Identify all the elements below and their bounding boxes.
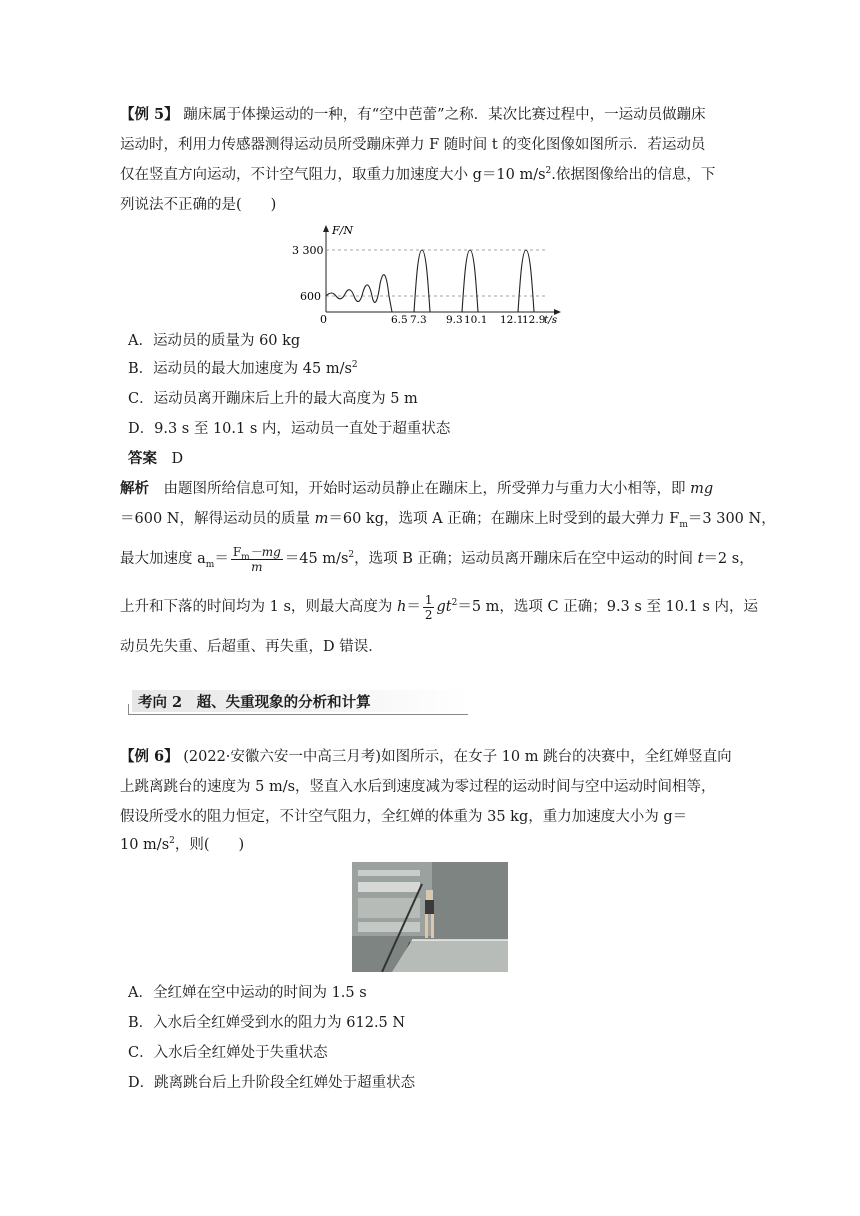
- example5-option-d: D．9.3 s 至 10.1 s 内，运动员一直处于超重状态: [128, 421, 451, 437]
- fraction-acceleration: $\frac{F_m-mg}{m}$: [232, 544, 281, 574]
- example6-line1: 【例 6】 (2022·安徽六安一中高三月考)如图所示，在女子 10 m 跳台的决赛中，全红婵竖直向: [120, 748, 732, 765]
- force-time-chart: [288, 222, 568, 326]
- xlabel: t/s: [544, 314, 558, 326]
- xtick-12.1: 12.1: [500, 314, 524, 326]
- answer-label: 答案: [128, 450, 157, 467]
- example5-line1: 【例 5】 蹦床属于体操运动的一种，有“空中芭蕾”之称．某次比赛过程中，一运动员做蹦床: [120, 106, 706, 123]
- example6-option-a: A．全红婵在空中运动的时间为 1.5 s: [128, 985, 367, 1001]
- analysis-line5: 动员先失重、后超重、再失重，D 错误．: [120, 639, 383, 655]
- section-heading: [128, 690, 468, 716]
- section-title: 考向 2 超、失重现象的分析和计算: [138, 694, 371, 711]
- analysis-line3: 最大加速度 $a_m=$ $\frac{F_m-mg}{m}$ ＝45 $m/s^2$，选项 B 正确；运动员离开蹦床后在空中运动的时间 t＝2 s，: [120, 544, 754, 574]
- xtick-origin: 0: [320, 313, 327, 326]
- analysis-label: 解析: [120, 480, 149, 497]
- example6-tag: 【例 6】: [120, 748, 179, 765]
- example5-option-c: C．运动员离开蹦床后上升的最大高度为 5 m: [128, 391, 418, 407]
- ylabel: F/N: [332, 224, 353, 237]
- xtick-9.3: 9.3: [446, 314, 463, 326]
- example6-line2: 上跳离跳台的速度为 5 m/s，竖直入水后到速度减为零过程的运动时间与空中运动时间相等，: [120, 779, 716, 795]
- example6-line4: 10 $m/s^2$，则( ): [120, 836, 245, 853]
- analysis-line1: 解析 由题图所给信息可知，开始时运动员静止在蹦床上，所受弹力与重力大小相等，即 mg: [120, 480, 714, 497]
- example5-tag: 【例 5】: [120, 106, 179, 123]
- answer-line: [128, 448, 183, 470]
- example5-option-b: B．运动员的最大加速度为 45 $m/s^2$: [128, 360, 358, 377]
- example5-option-a: A．运动员的质量为 60 kg: [128, 333, 301, 349]
- analysis-line4: 上升和下落的时间均为 1 s，则最大高度为 h＝ $\frac{1}{2}$ $gt^2=5$ m，选项 C 正确；9.3 s 至 10.1 s 内，运: [120, 592, 758, 622]
- example5-line4: 列说法不正确的是( ): [120, 197, 277, 213]
- diving-platform-photo: [352, 862, 508, 972]
- xtick-12.9: 12.9: [522, 314, 546, 326]
- xtick-6.5: 6.5: [391, 314, 408, 326]
- example6-option-c: C．入水后全红婵处于失重状态: [128, 1045, 328, 1061]
- example5-line2: 运动时，利用力传感器测得运动员所受蹦床弹力 F 随时间 t 的变化图像如图所示．若运动员: [120, 137, 706, 153]
- example6-option-d: D．跳离跳台后上升阶段全红婵处于超重状态: [128, 1075, 416, 1091]
- xtick-7.3: 7.3: [410, 314, 427, 326]
- example6-option-b: B．入水后全红婵受到水的阻力为 612.5 N: [128, 1015, 406, 1031]
- analysis-line2: ＝600 N，解得运动员的质量 m＝60 kg，选项 A 正确；在蹦床上时受到的最大弹力 $F_m=3$ 300 N，: [120, 511, 776, 530]
- answer-value: D: [171, 451, 184, 467]
- example6-line3: 假设所受水的阻力恒定，不计空气阻力，全红婵的体重为 35 kg，重力加速度大小为 g＝: [120, 809, 688, 825]
- fraction-half: $\frac{1}{2}$: [424, 592, 433, 622]
- ytick-600: 600: [300, 290, 321, 303]
- force-curve: [326, 250, 534, 312]
- xtick-10.1: 10.1: [464, 314, 488, 326]
- example5-line3: 仅在竖直方向运动，不计空气阻力，取重力加速度大小 g＝10 $m/s^2$.依据图像给出的信息，下: [120, 166, 716, 183]
- ytick-3300: 3 300: [292, 244, 324, 257]
